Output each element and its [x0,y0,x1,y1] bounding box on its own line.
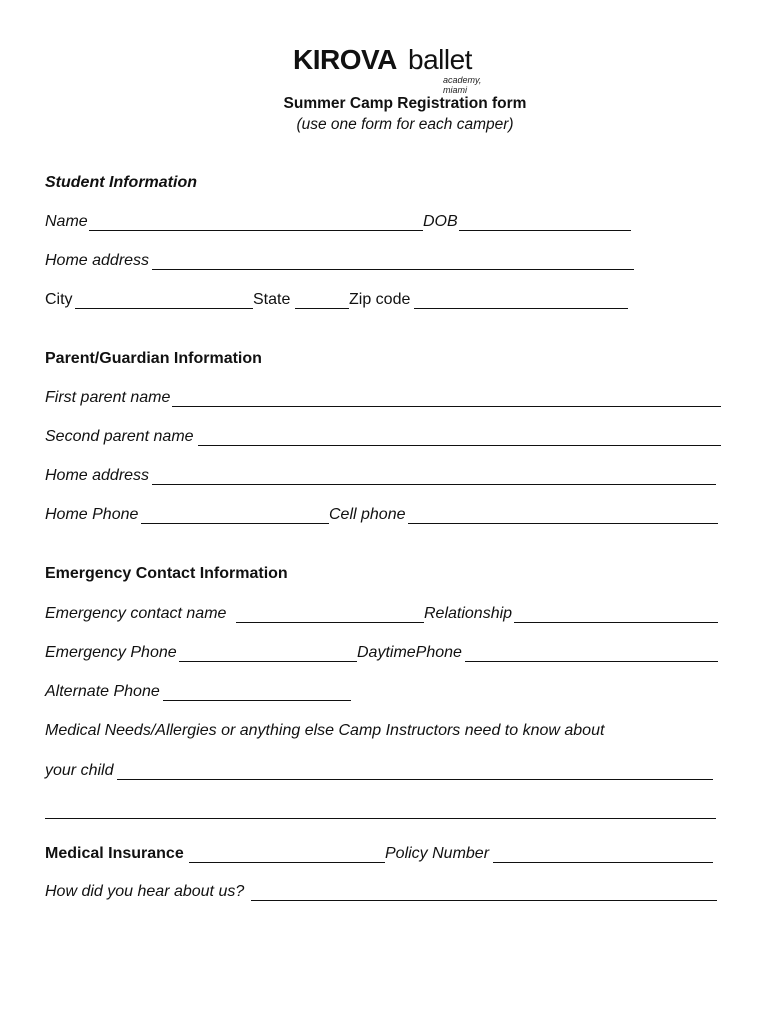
your-child-row [45,762,725,784]
relationship-label: Relationship [424,605,513,622]
parent-phones-row [45,506,725,528]
student-name-row [45,213,645,235]
parent-info-heading: Parent/Guardian Information [45,350,262,367]
logo-brand-light: ballet [408,44,472,75]
student-home-address-label: Home address [45,252,150,269]
hear-about-row [45,883,725,905]
city-state-zip-row [45,291,645,313]
second-parent-field[interactable] [198,445,721,446]
medical-needs-field[interactable] [117,779,713,780]
medical-insurance-field[interactable] [189,862,385,863]
relationship-field[interactable] [514,622,718,623]
form-subtitle: (use one form for each camper) [296,116,514,133]
kirova-ballet-logo [293,44,503,95]
emergency-info-heading: Emergency Contact Information [45,565,288,582]
first-parent-label: First parent name [45,389,171,406]
zip-code-field[interactable] [414,308,628,309]
state-label: State [253,291,291,308]
your-child-label: your child [45,762,114,779]
home-phone-label: Home Phone [45,506,139,523]
medical-needs-extra-field[interactable] [45,818,716,819]
logo-brand-bold: KIROVA [293,44,397,75]
first-parent-field[interactable] [172,406,721,407]
home-phone-field[interactable] [141,523,329,524]
policy-number-field[interactable] [493,862,713,863]
emergency-contact-row [45,605,725,627]
emergency-contact-name-field[interactable] [236,622,424,623]
hear-about-label: How did you hear about us? [45,883,245,900]
city-label: City [45,291,73,308]
city-field[interactable] [75,308,253,309]
parent-address-row [45,467,725,489]
second-parent-row [45,428,725,450]
policy-number-label: Policy Number [385,845,490,862]
logo-tagline: academy, miami [443,75,482,95]
alternate-phone-label: Alternate Phone [45,683,160,700]
medical-needs-extra-row [45,801,725,823]
medical-insurance-label: Medical Insurance [45,845,184,862]
parent-home-address-label: Home address [45,467,150,484]
emergency-phone-field[interactable] [179,661,357,662]
medical-needs-row [45,722,725,744]
insurance-row [45,845,725,867]
daytime-phone-label: DaytimePhone [357,644,462,661]
emergency-phone-label: Emergency Phone [45,644,177,661]
hear-about-field[interactable] [251,900,717,901]
second-parent-label: Second parent name [45,428,194,445]
student-info-heading: Student Information [45,174,197,191]
alternate-phone-row [45,683,725,705]
alternate-phone-field[interactable] [163,700,351,701]
emergency-phones-row [45,644,725,666]
student-address-row [45,252,645,274]
dob-label: DOB [423,213,458,230]
name-label: Name [45,213,88,230]
name-field[interactable] [89,230,423,231]
cell-phone-field[interactable] [408,523,718,524]
emergency-contact-name-label: Emergency contact name [45,605,227,622]
cell-phone-label: Cell phone [329,506,406,523]
medical-needs-text: Medical Needs/Allergies or anything else Camp Instructors need to know about [45,722,605,739]
daytime-phone-field[interactable] [465,661,718,662]
dob-field[interactable] [459,230,631,231]
first-parent-row [45,389,725,411]
parent-home-address-field[interactable] [152,484,716,485]
form-title: Summer Camp Registration form [283,95,527,112]
student-home-address-field[interactable] [152,269,634,270]
zip-code-label: Zip code [349,291,411,308]
state-field[interactable] [295,308,349,309]
